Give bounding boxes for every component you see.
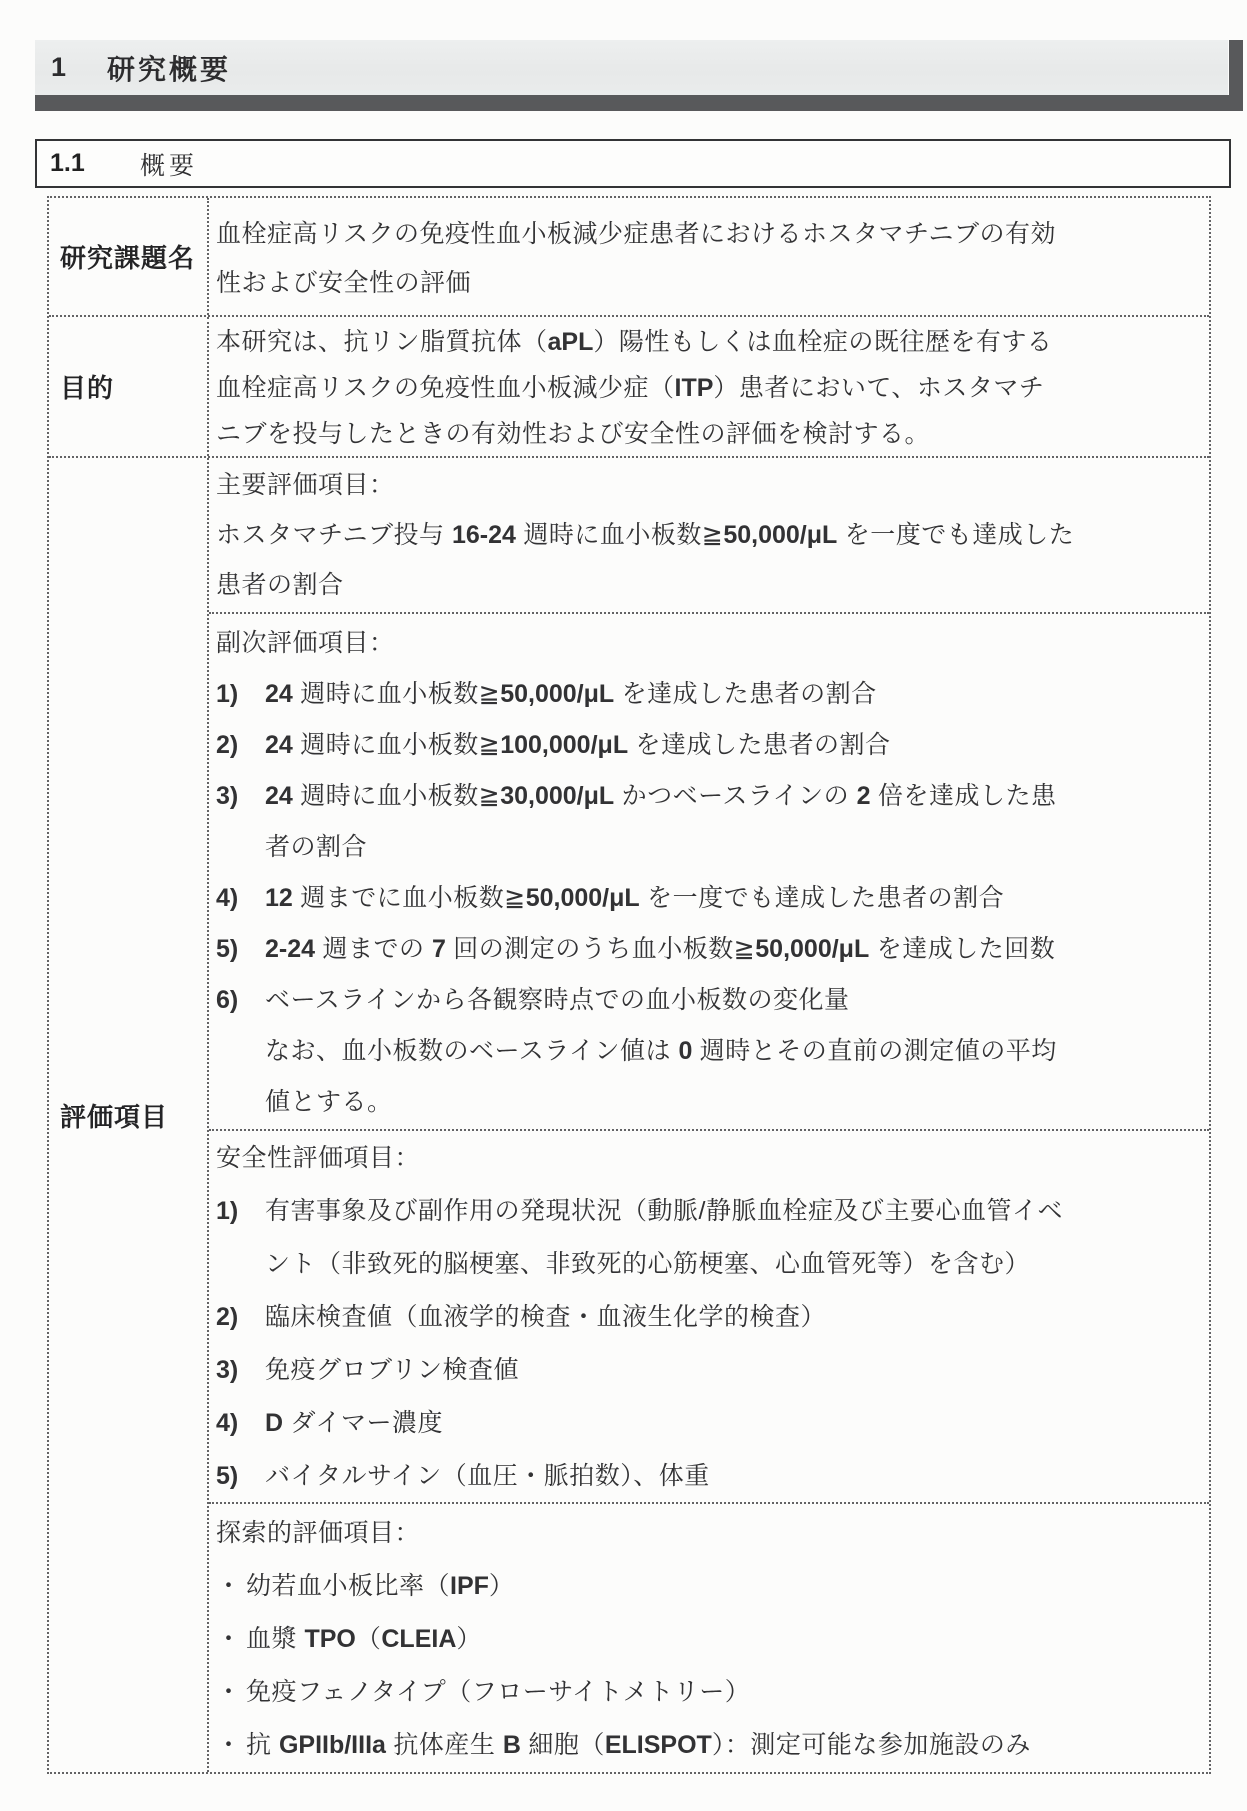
item-number: 4) [216, 1409, 239, 1437]
item-number: 2) [216, 731, 239, 759]
item-line: 有害事象及び副作用の発現状況（動脈/静脈血栓症及び主要心血管イベ [265, 1197, 1063, 1225]
list-item [216, 1666, 1203, 1719]
subsection-title: 概要 [140, 151, 199, 180]
content-line: 性および安全性の評価 [216, 269, 472, 297]
row-label-text: 評価項目 [60, 1101, 169, 1132]
item-line: 血漿 TPO（CLEIA） [246, 1625, 482, 1653]
item-line: なお、血小板数のベースライン値は 0 週時とその直前の測定値の平均 [265, 1037, 1057, 1065]
list-item [216, 975, 1203, 1128]
section-heading: 主要評価項目： [216, 471, 395, 499]
item-line: 幼若血小板比率（IPF） [246, 1572, 515, 1600]
item-number: 2) [216, 1303, 239, 1331]
table-row-objective [49, 315, 1209, 456]
row-content [209, 198, 1209, 315]
section-number: 1 [51, 52, 67, 82]
list-item [216, 771, 1203, 873]
subsection-header [35, 139, 1231, 188]
item-number: 1) [216, 1197, 239, 1225]
item-line: 免疫フェノタイプ（フローサイトメトリー） [246, 1678, 751, 1706]
row-content [209, 317, 1209, 456]
list-item [216, 720, 1203, 771]
row-label [49, 198, 209, 315]
item-line: 免疫グロブリン検査値 [265, 1356, 520, 1384]
list-item [216, 1344, 1203, 1397]
item-bullet: ・ [216, 1731, 242, 1759]
section-heading: 探索的評価項目： [216, 1519, 421, 1547]
list-item [216, 1397, 1203, 1450]
item-line: 抗 GPIIb/IIIa 抗体産生 B 細胞（ELISPOT）：測定可能な参加施設のみ [246, 1731, 1031, 1759]
item-number: 3) [216, 1356, 239, 1384]
safety-endpoint-section [209, 1129, 1209, 1502]
section-header-rule [35, 95, 1243, 111]
item-line: D ダイマー濃度 [265, 1409, 444, 1437]
content-line: ホスタマチニブ投与 16-24 週時に血小板数≧50,000/μL を一度でも達成した [216, 521, 1075, 549]
item-line: 24 週時に血小板数≧100,000/μL を達成した患者の割合 [265, 731, 891, 759]
list-item [216, 1560, 1203, 1613]
item-number: 4) [216, 884, 239, 912]
content-line: 血栓症高リスクの免疫性血小板減少症患者におけるホスタマチニブの有効 [216, 220, 1057, 248]
section-heading: 安全性評価項目： [216, 1144, 421, 1172]
list-item [216, 1185, 1203, 1291]
item-line: 者の割合 [265, 833, 368, 861]
item-line: バイタルサイン（血圧・脈拍数）、体重 [265, 1462, 710, 1490]
content-line: 患者の割合 [216, 571, 344, 599]
content-line: 本研究は、抗リン脂質抗体（aPL）陽性もしくは血栓症の既往歴を有する [216, 328, 1053, 356]
section-header [35, 40, 1228, 95]
item-line: 臨床検査値（血液学的検査・血液生化学的検査） [265, 1303, 827, 1331]
item-line: 24 週時に血小板数≧50,000/μL を達成した患者の割合 [265, 680, 877, 708]
table-row-endpoints [49, 456, 1209, 1772]
row-label [49, 317, 209, 456]
item-line: 24 週時に血小板数≧30,000/μL かつベースラインの 2 倍を達成した患 [265, 782, 1057, 810]
item-number: 6) [216, 986, 239, 1014]
list-item [216, 924, 1203, 975]
section-header-rule-corner [1229, 40, 1243, 111]
row-label-text: 目的 [60, 373, 115, 403]
row-content [209, 458, 1209, 1772]
list-item [216, 1613, 1203, 1666]
item-number: 5) [216, 1462, 239, 1490]
item-line: 値とする。 [265, 1088, 393, 1116]
list-item [216, 669, 1203, 720]
item-number: 1) [216, 680, 239, 708]
content-line: ニブを投与したときの有効性および安全性の評価を検討する。 [216, 420, 931, 448]
list-item [216, 873, 1203, 924]
item-line: 2-24 週までの 7 回の測定のうち血小板数≧50,000/μL を達成した回数 [265, 935, 1056, 963]
row-label-text: 研究課題名 [60, 243, 196, 273]
list-item [216, 1719, 1203, 1772]
item-line: 12 週までに血小板数≧50,000/μL を一度でも達成した患者の割合 [265, 884, 1005, 912]
subsection-number: 1.1 [50, 149, 85, 177]
secondary-endpoint-section [209, 612, 1209, 1129]
table-row-study-title [49, 198, 1209, 315]
study-overview-table [47, 196, 1211, 1774]
item-bullet: ・ [216, 1678, 242, 1706]
list-item [216, 1291, 1203, 1344]
primary-endpoint-section [209, 458, 1209, 612]
item-number: 3) [216, 782, 239, 810]
item-line: ント（非致死的脳梗塞、非致死的心筋梗塞、心血管死等）を含む） [265, 1250, 1031, 1278]
row-label [49, 458, 209, 1772]
section-heading: 副次評価項目： [216, 629, 395, 657]
section-title: 研究概要 [107, 53, 232, 85]
item-bullet: ・ [216, 1625, 242, 1653]
content-line: 血栓症高リスクの免疫性血小板減少症（ITP）患者において、ホスタマチ [216, 374, 1045, 402]
item-line: ベースラインから各観察時点での血小板数の変化量 [265, 986, 850, 1014]
item-number: 5) [216, 935, 239, 963]
item-bullet: ・ [216, 1572, 242, 1600]
list-item [216, 1450, 1203, 1503]
exploratory-endpoint-section [209, 1502, 1209, 1772]
